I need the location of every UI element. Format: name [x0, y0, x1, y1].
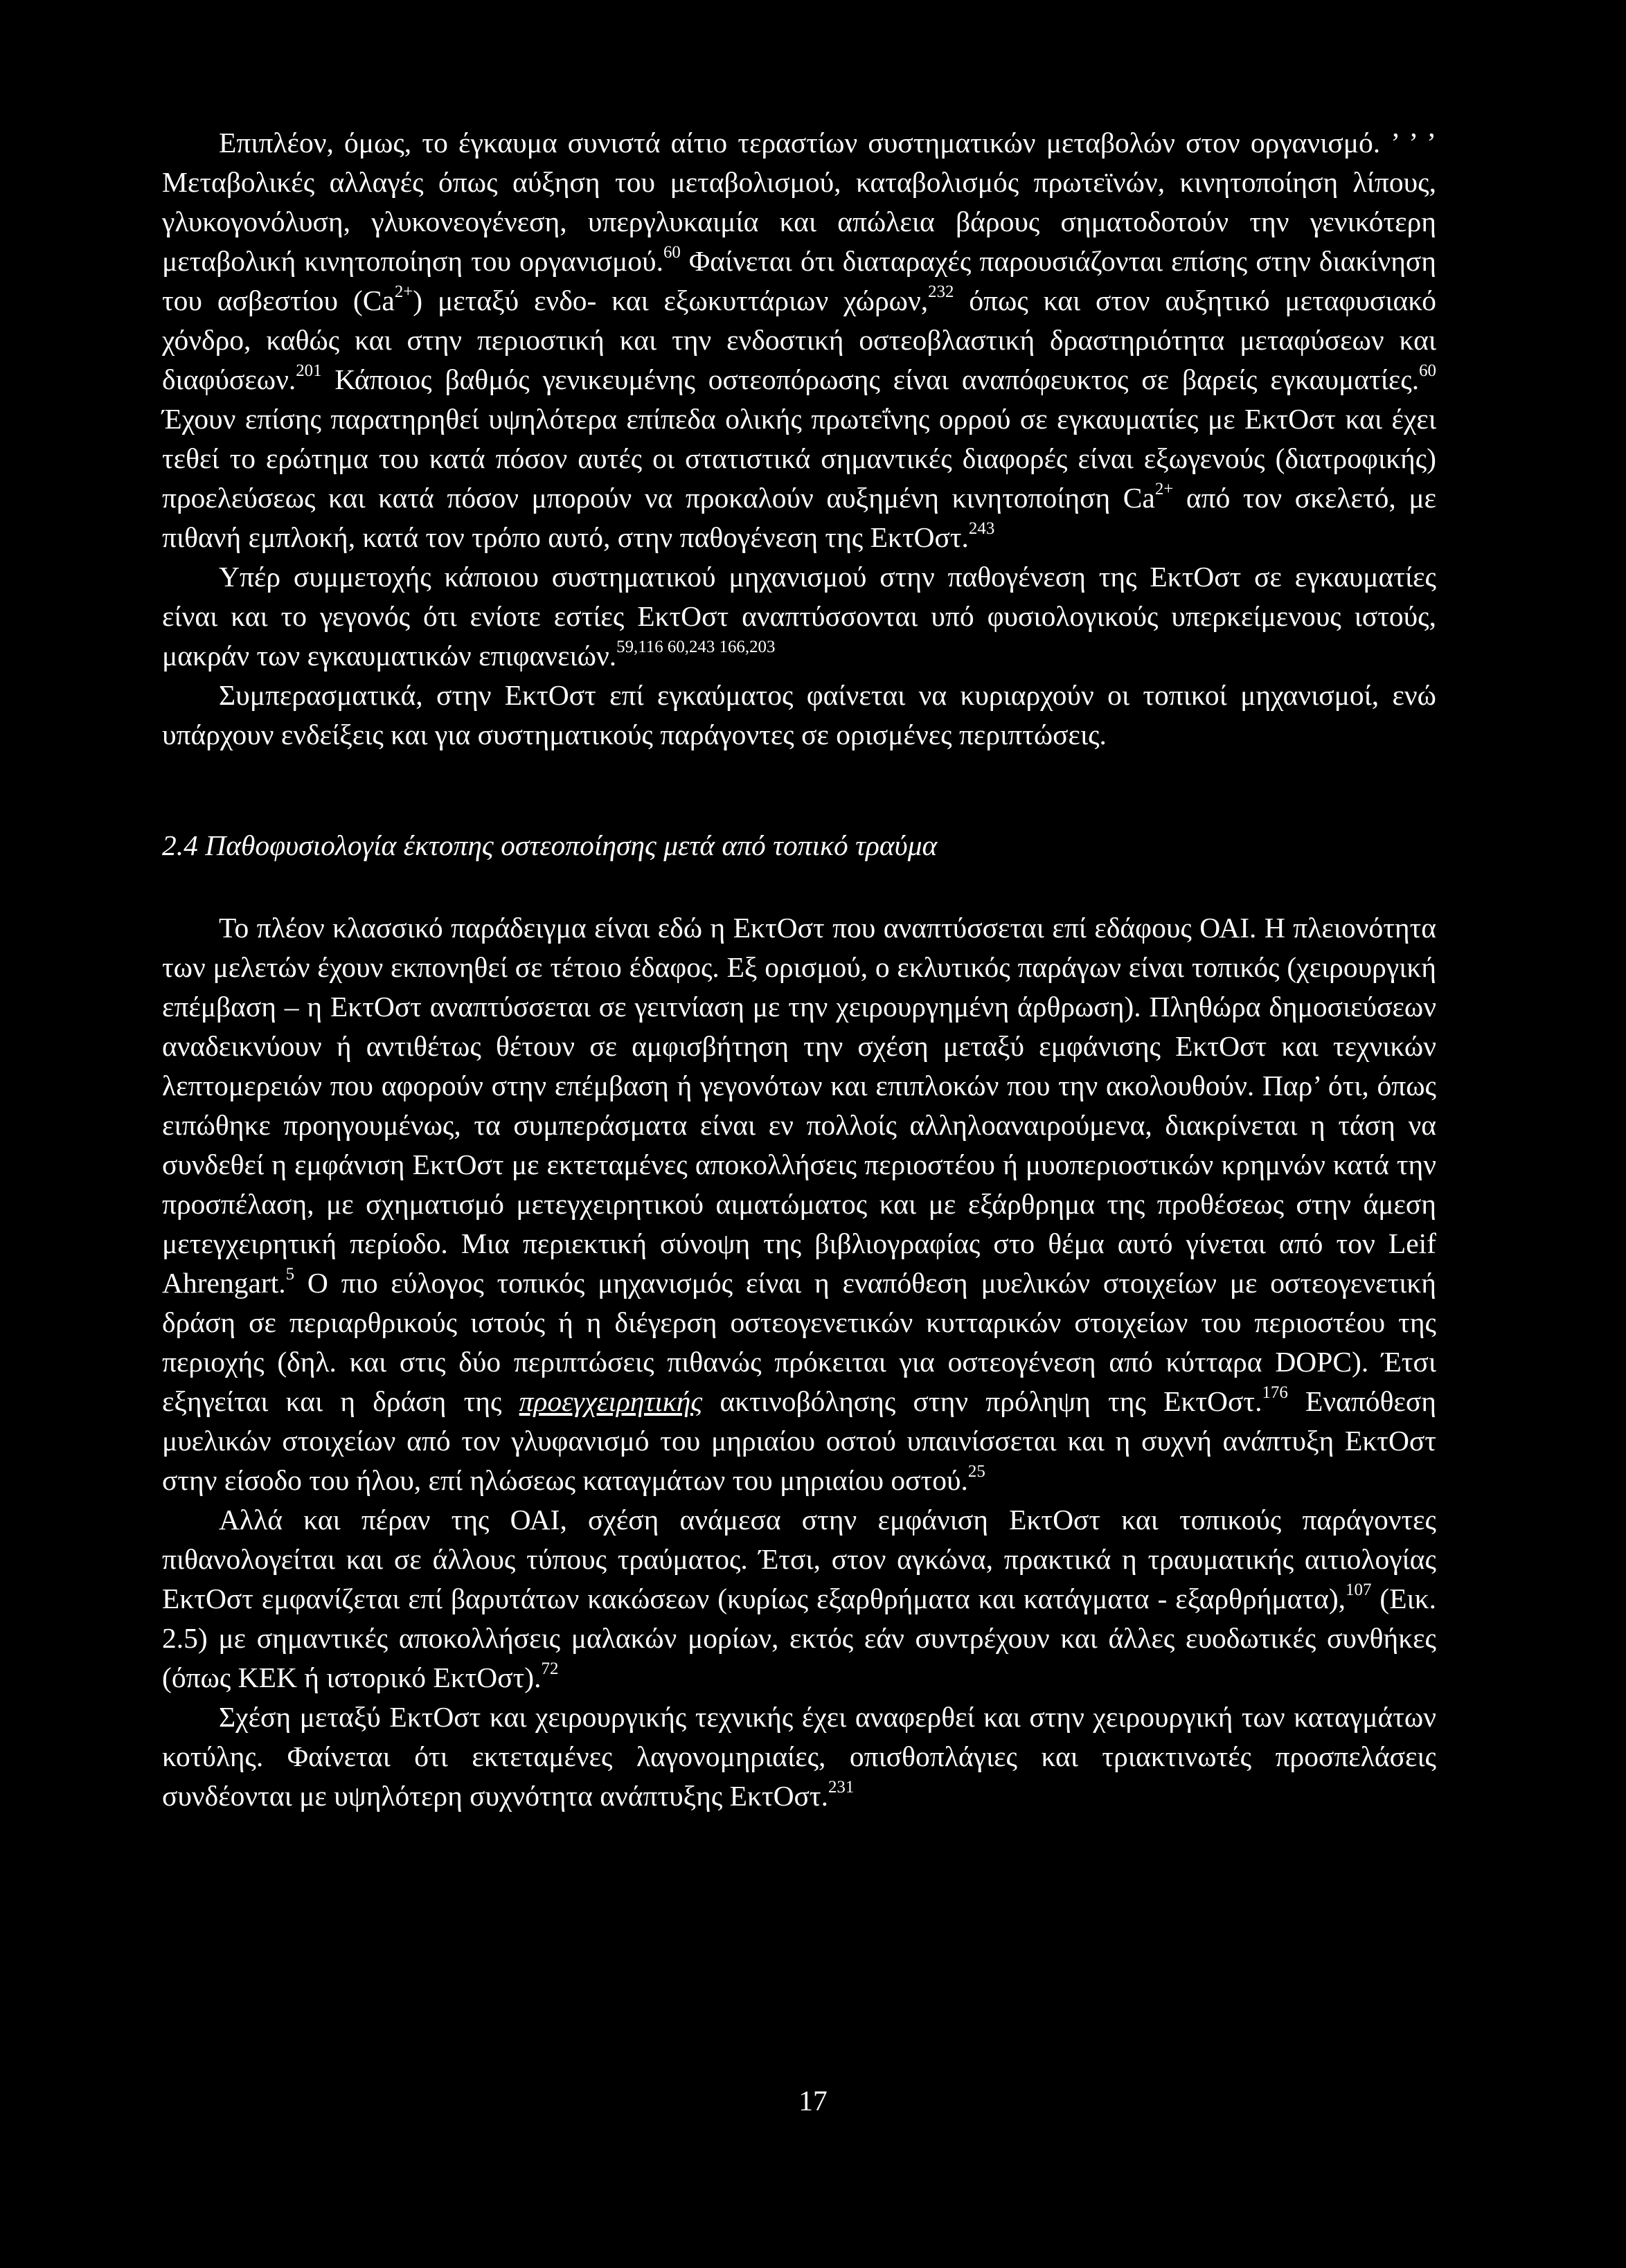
document-page — [162, 123, 1436, 1816]
citation-superscript: 232 — [928, 282, 954, 302]
paragraph — [162, 1500, 1436, 1698]
citation-superscript: 60 — [663, 243, 681, 262]
citation-superscript: 60 — [1419, 361, 1436, 381]
body-section-1 — [162, 123, 1436, 755]
citation-superscript: 25 — [967, 1462, 985, 1482]
text-run: από τον σκελετό, με πιθανή εμπλοκή, κατά τον τρόπο αυτό, στην παθογένεση της ΕκτΟστ. — [162, 482, 1437, 553]
citation-superscript: 201 — [296, 361, 322, 381]
text-run: όπως και στον αυξητικό μεταφυσιακό χόνδρο, καθώς και στην περιοστική και την ενδοστική οστεοβλαστική δραστηριότητα μεταφύσεων και διαφύσεων. — [162, 285, 1436, 395]
section-heading: 2.4 Παθοφυσιολογία έκτοπης οστεοποίησης μετά από τοπικό τραύμα — [162, 829, 938, 861]
citation-superscript: 2+ — [1154, 480, 1174, 499]
citation-superscript: 2+ — [394, 282, 413, 302]
text-run: Συμπερασματικά, στην ΕκτΟστ επί εγκαύματος φαίνεται να κυριαρχούν οι τοπικοί μηχανισμοί, ενώ υπάρχουν ενδείξεις και για συστηματικούς παράγοντες σε ορισμένες περιπτώσεις. — [162, 679, 1436, 750]
text-run: Υπέρ συμμετοχής κάποιου συστηματικού μηχανισμού στην παθογένεση της ΕκτΟστ σε εγκαυματίες είναι και το γεγονός ότι ενίοτε εστίες ΕκτΟστ αναπτύσσονται υπό φυσιολογικούς υπερκείμενους ιστούς, μακράν των εγκαυματικών επιφανειών. — [162, 561, 1436, 672]
text-run: ) μεταξύ ενδο- και εξωκυττάριων χώρων, — [413, 285, 929, 316]
text-run: (Εικ. 2.5) με σημαντικές αποκολλήσεις μαλακών μορίων, εκτός εάν συντρέχουν και άλλες ευοδωτικές συνθήκες (όπως ΚΕΚ ή ιστορικό ΕκτΟστ). — [162, 1583, 1436, 1693]
text-run: Αλλά και πέραν της ΟΑΙ, σχέση ανάμεσα στην εμφάνιση ΕκτΟστ και τοπικούς παράγοντες πιθανολογείται και σε άλλους τύπους τραύματος. Έτσι, στον αγκώνα, πρακτικά η τραυματικής αιτιολογίας ΕκτΟστ εμφανίζεται επί βαρυτάτων κακώσεων (κυρίως εξαρθρήματα και κατάγματα - εξαρθρήματα), — [162, 1504, 1436, 1614]
text-run: Σχέση μεταξύ ΕκτΟστ και χειρουργικής τεχνικής έχει αναφερθεί και στην χειρουργική των καταγμάτων κοτύλης. Φαίνεται ότι εκτεταμένες λαγονομηριαίες, οπισθοπλάγιες και τριακτινωτές προσπελάσεις συνδέονται με υψηλότερη συχνότητα ανάπτυξης ΕκτΟστ. — [162, 1701, 1436, 1812]
paragraph — [162, 1698, 1436, 1816]
paragraph — [162, 676, 1436, 755]
text-run: Επιπλέον, όμως, το έγκαυμα συνιστά αίτιο τεραστίων συστηματικών μεταβολών στον οργανισμό. ’ ’ ’ Μεταβολικές αλλαγές όπως αύξηση του μεταβολισμού, καταβολισμός πρωτεϊνών, κινητοποίηση λίπους, γλυκογονόλυση, γλυκονεογένεση, υπεργλυκαιμία και απώλεια βάρους σηματοδοτούν την γενικότερη μεταβολική κινητοποίηση του οργανισμού. — [162, 127, 1436, 277]
text-run: Κάποιος βαθμός γενικευμένης οστεοπόρωσης είναι αναπόφευκτος σε βαρείς εγκαυματίες. — [321, 363, 1420, 395]
citation-superscript: 59,116 60,243 166,203 — [616, 638, 776, 657]
text-run: Το πλέον κλασσικό παράδειγμα είναι εδώ η ΕκτΟστ που αναπτύσσεται επί εδάφους ΟΑΙ. Η πλειονότητα των μελετών έχουν εκπονηθεί σε τέτοιο έδαφος. Εξ ορισμού, ο εκλυτικός παράγων είναι τοπικός (χειρουργική επέμβαση – η ΕκτΟστ αναπτύσσεται σε γειτνίαση με την χειρουργημένη άρθρωση). Πληθώρα δημοσιεύσεων αναδεικνύουν ή αντιθέτως θέτουν σε αμφισβήτηση την σχέση μεταξύ εμφάνισης ΕκτΟστ και τεχνικών λεπτομερειών που αφορούν στην επέμβαση ή γεγονότων και επιπλοκών που την ακολουθούν. Παρ’ ότι, όπως ειπώθηκε προηγουμένως, τα συμπεράσματα είναι εν πολλοίς αλληλοαναιρούμενα, διακρίνεται η τάση να συνδεθεί η εμφάνιση ΕκτΟστ με εκτεταμένες αποκολλήσεις περιοστέου ή μυοπεριοστικών κρημνών κατά την προσπέλαση, με σχηματισμό μετεγχειρητικού αιματώματος και με εξάρθρημα της προθέσεως στην άμεση μετεγχειρητική περίοδο. Μια περιεκτική σύνοψη της βιβλιογραφίας στο θέμα αυτό γίνεται από τον Leif Ahrengart. — [162, 912, 1436, 1299]
citation-superscript: 231 — [828, 1778, 855, 1797]
citation-superscript: 243 — [968, 519, 995, 539]
text-run: Έχουν επίσης παρατηρηθεί υψηλότερα επίπεδα ολικής πρωτεΐνης ορρού σε εγκαυματίες με ΕκτΟστ και έχει τεθεί το ερώτημα του κατά πόσον αυτές οι στατιστικά σημαντικές διαφορές είναι εξωγενούς (διατροφικής) προελεύσεως και κατά πόσον μπορούν να προκαλούν αυξημένη κινητοποίηση Ca — [162, 403, 1436, 514]
citation-superscript: 5 — [285, 1265, 295, 1284]
paragraph — [162, 123, 1436, 557]
paragraph — [162, 557, 1436, 676]
body-section-2 — [162, 908, 1436, 1816]
emphasized-text: προεγχειρητικής — [519, 1385, 703, 1417]
citation-superscript: 176 — [1262, 1383, 1288, 1403]
text-run: Ο πιο εύλογος τοπικός μηχανισμός είναι η εναπόθεση μυελικών στοιχείων με οστεογενετική δράση σε περιαρθρικούς ιστούς ή η διέγερση οστεογενετικών κυτταρικών στοιχείων του περιοστέου της περιοχής (δηλ. και στις δύο περιπτώσεις πιθανώς πρόκειται για οστεογένεση από κύτταρα DOPC). Έτσι εξηγείται και η δράση της — [162, 1267, 1436, 1417]
citation-superscript: 107 — [1346, 1581, 1372, 1600]
text-run: Εναπόθεση μυελικών στοιχείων από τον γλυφανισμό του μηριαίου οστού υπαινίσσεται και η συχνή ανάπτυξη ΕκτΟστ στην είσοδο του ήλου, επί ηλώσεως καταγμάτων του μηριαίου οστού. — [162, 1385, 1436, 1496]
citation-superscript: 72 — [541, 1659, 559, 1679]
text-run: ακτινοβόλησης στην πρόληψη της ΕκτΟστ. — [702, 1385, 1262, 1417]
text-run: Φαίνεται ότι διαταραχές παρουσιάζονται επίσης στην διακίνηση του ασβεστίου (Ca — [162, 245, 1436, 316]
page-number: 17 — [798, 2085, 828, 2116]
paragraph — [162, 908, 1436, 1500]
